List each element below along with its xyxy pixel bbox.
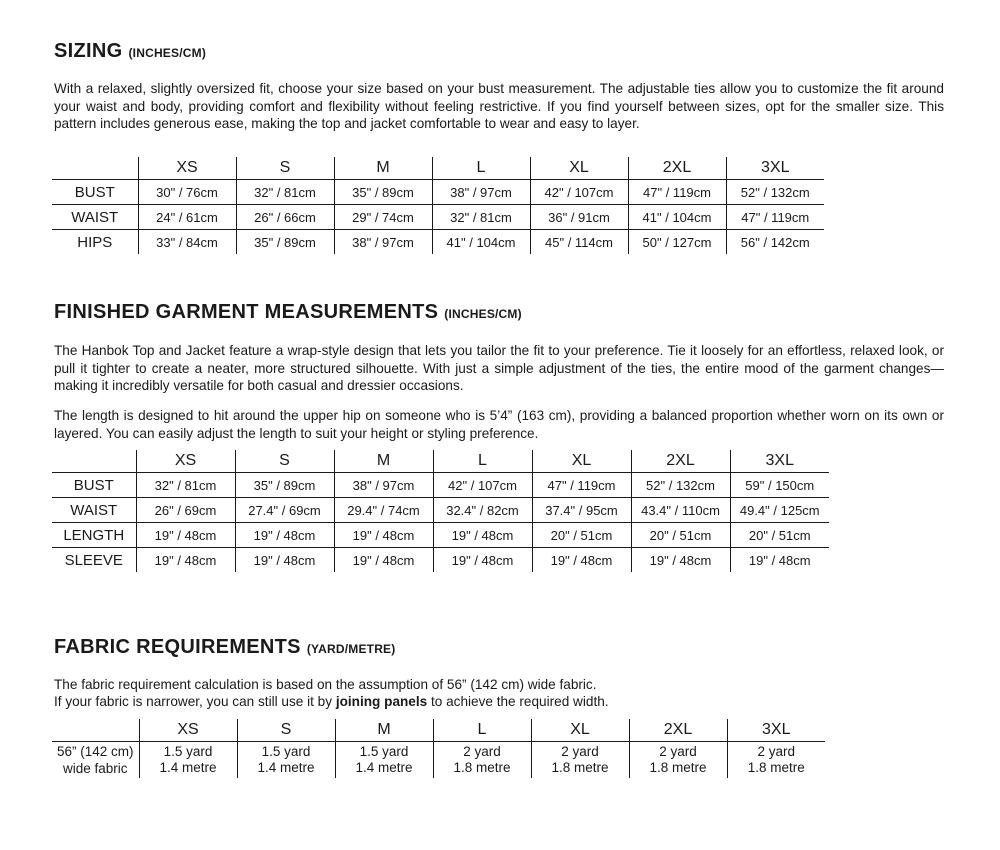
table-cell: 45" / 114cm	[530, 230, 628, 255]
sizing-header-blank	[52, 157, 138, 180]
finished-header-size: 2XL	[631, 450, 730, 473]
sizing-header-size: 2XL	[628, 157, 726, 180]
table-row	[52, 205, 824, 230]
finished-header-size: S	[235, 450, 334, 473]
table-cell: 26" / 66cm	[236, 205, 334, 230]
fabric-header-size: L	[433, 719, 531, 742]
fabric-line-2	[54, 693, 944, 711]
finished-header-size: XL	[532, 450, 631, 473]
finished-header-size: XS	[136, 450, 235, 473]
table-row	[52, 523, 829, 548]
sizing-header-size: L	[432, 157, 530, 180]
row-label: SLEEVE	[64, 551, 123, 569]
metre-value: 1.8 metre	[747, 760, 805, 775]
table-cell: 32.4" / 82cm	[433, 498, 532, 523]
row-label-line-2: wide fabric	[62, 761, 128, 776]
table-cell: 29" / 74cm	[334, 205, 432, 230]
table-cell: 19" / 48cm	[136, 548, 235, 573]
metre-value: 1.4 metre	[159, 760, 217, 775]
table-cell	[727, 742, 825, 779]
table-cell	[335, 742, 433, 779]
metre-value: 1.8 metre	[453, 760, 511, 775]
fabric-line-2-end: to achieve the required width.	[427, 694, 609, 709]
row-label-line-1: 56” (142 cm)	[56, 744, 134, 759]
table-cell: 47" / 119cm	[628, 180, 726, 205]
table-row	[52, 498, 829, 523]
table-cell: 32" / 81cm	[432, 205, 530, 230]
table-cell: 35" / 89cm	[235, 473, 334, 498]
table-cell: 19" / 48cm	[334, 548, 433, 573]
finished-header-row	[52, 450, 829, 473]
table-cell	[531, 742, 629, 779]
table-row	[52, 180, 824, 205]
finished-title-text: FINISHED GARMENT MEASUREMENTS	[54, 301, 439, 323]
metre-value: 1.4 metre	[257, 760, 315, 775]
finished-title	[54, 301, 522, 324]
fabric-header-size: XL	[531, 719, 629, 742]
finished-header-blank	[52, 450, 136, 473]
table-cell: 37.4" / 95cm	[532, 498, 631, 523]
sizing-header-row	[52, 157, 824, 180]
finished-header-size: 3XL	[730, 450, 829, 473]
table-cell: 41" / 104cm	[432, 230, 530, 255]
row-label	[52, 742, 139, 779]
yard-value: 1.5 yard	[359, 744, 409, 759]
table-cell: 38" / 97cm	[334, 230, 432, 255]
fabric-title-text: FABRIC REQUIREMENTS	[54, 636, 301, 658]
table-cell	[237, 742, 335, 779]
row-label: BUST	[52, 473, 136, 498]
table-row	[52, 230, 824, 255]
finished-header-size: M	[334, 450, 433, 473]
table-cell	[433, 742, 531, 779]
table-row	[52, 548, 829, 573]
table-cell: 49.4" / 125cm	[730, 498, 829, 523]
table-cell: 19" / 48cm	[631, 548, 730, 573]
sizing-table	[52, 157, 824, 254]
fabric-header-size: 3XL	[727, 719, 825, 742]
table-cell	[139, 742, 237, 779]
finished-paragraph-1: The Hanbok Top and Jacket feature a wrap-style design that lets you tailor the fit to your preference. Tie it loosely for an effortless, relaxed look, or pull it tighter to create a neater, more structured silhouette. With just a simple adjustment of the ties, the entire mood of the garment changes—making it incredibly versatile for both casual and dressier occasions.	[54, 343, 944, 393]
fabric-title	[54, 636, 395, 659]
yard-value: 1.5 yard	[163, 744, 213, 759]
yard-value: 1.5 yard	[261, 744, 311, 759]
fabric-header-size: S	[237, 719, 335, 742]
table-cell: 19" / 48cm	[730, 548, 829, 573]
table-cell: 52" / 132cm	[726, 180, 824, 205]
table-row	[52, 742, 825, 779]
sizing-header-size: S	[236, 157, 334, 180]
row-label: HIPS	[77, 233, 113, 251]
sizing-title-text: SIZING	[54, 40, 123, 62]
table-cell: 29.4" / 74cm	[334, 498, 433, 523]
fabric-table	[52, 719, 825, 778]
yard-value: 2 yard	[561, 744, 599, 759]
row-label: LENGTH	[52, 523, 136, 548]
table-cell: 36" / 91cm	[530, 205, 628, 230]
table-cell: 47" / 119cm	[532, 473, 631, 498]
table-cell: 19" / 48cm	[334, 523, 433, 548]
fabric-unit: (YARD/METRE)	[306, 642, 396, 656]
table-cell: 19" / 48cm	[433, 523, 532, 548]
table-cell: 47" / 119cm	[726, 205, 824, 230]
row-label: WAIST	[52, 205, 138, 230]
table-cell: 35" / 89cm	[236, 230, 334, 255]
fabric-header-row	[52, 719, 825, 742]
fabric-header-size: XS	[139, 719, 237, 742]
table-cell: 19" / 48cm	[532, 548, 631, 573]
table-cell: 19" / 48cm	[136, 523, 235, 548]
table-cell: 38" / 97cm	[334, 473, 433, 498]
finished-unit: (INCHES/CM)	[444, 307, 522, 321]
fabric-line-1: The fabric requirement calculation is based on the assumption of 56” (142 cm) wide fabric.	[54, 677, 597, 692]
yard-value: 2 yard	[463, 744, 501, 759]
yard-value: 2 yard	[757, 744, 796, 759]
table-row	[52, 473, 829, 498]
sizing-header-size: M	[334, 157, 432, 180]
table-cell: 19" / 48cm	[235, 523, 334, 548]
table-cell: 26" / 69cm	[136, 498, 235, 523]
sizing-header-size: XS	[138, 157, 236, 180]
sizing-header-size: 3XL	[726, 157, 824, 180]
finished-paragraph-2: The length is designed to hit around the upper hip on someone who is 5’4” (163 cm), providing a balanced proportion whether worn on its own or layered. You can easily adjust the length to suit your height or styling preference.	[54, 408, 944, 441]
fabric-line-2-bold: joining panels	[335, 694, 428, 709]
table-cell: 56" / 142cm	[726, 230, 824, 255]
row-label: WAIST	[52, 498, 136, 523]
fabric-line-2-start: If your fabric is narrower, you can still use it by	[54, 694, 336, 709]
finished-table	[52, 450, 829, 572]
metre-value: 1.8 metre	[649, 760, 707, 775]
yard-value: 2 yard	[659, 744, 697, 759]
table-cell: 19" / 48cm	[433, 548, 532, 573]
fabric-header-size: 2XL	[629, 719, 727, 742]
row-label: BUST	[52, 180, 138, 205]
finished-header-size: L	[433, 450, 532, 473]
metre-value: 1.4 metre	[355, 760, 413, 775]
table-cell: 27.4" / 69cm	[235, 498, 334, 523]
table-cell: 42" / 107cm	[433, 473, 532, 498]
table-cell: 33" / 84cm	[138, 230, 236, 255]
table-cell: 20" / 51cm	[730, 523, 829, 548]
table-cell	[629, 742, 727, 779]
table-cell: 59" / 150cm	[730, 473, 829, 498]
metre-value: 1.8 metre	[551, 760, 609, 775]
table-cell: 41" / 104cm	[628, 205, 726, 230]
table-cell: 32" / 81cm	[136, 473, 235, 498]
table-cell: 42" / 107cm	[530, 180, 628, 205]
table-cell: 24" / 61cm	[138, 205, 236, 230]
sizing-header-size: XL	[530, 157, 628, 180]
fabric-header-blank	[52, 719, 139, 742]
table-cell: 52" / 132cm	[631, 473, 730, 498]
fabric-header-size: M	[335, 719, 433, 742]
table-cell: 32" / 81cm	[236, 180, 334, 205]
table-cell: 19" / 48cm	[235, 548, 334, 573]
table-cell: 50" / 127cm	[628, 230, 726, 255]
table-cell: 20" / 51cm	[532, 523, 631, 548]
sizing-title	[54, 40, 206, 63]
sizing-unit: (INCHES/CM)	[128, 46, 207, 60]
table-cell: 20" / 51cm	[631, 523, 730, 548]
table-cell: 30" / 76cm	[138, 180, 236, 205]
sizing-paragraph: With a relaxed, slightly oversized fit, choose your size based on your bust measurement. The adjustable ties allow you to customize the fit around your waist and body, providing comfort and flexibility without feeling restrictive. If you find yourself between sizes, opt for the smaller size. This pattern includes generous ease, making the top and jacket comfortable to wear and easy to layer.	[54, 81, 944, 131]
table-cell: 43.4" / 110cm	[631, 498, 730, 523]
table-cell: 38" / 97cm	[432, 180, 530, 205]
table-cell: 35" / 89cm	[334, 180, 432, 205]
